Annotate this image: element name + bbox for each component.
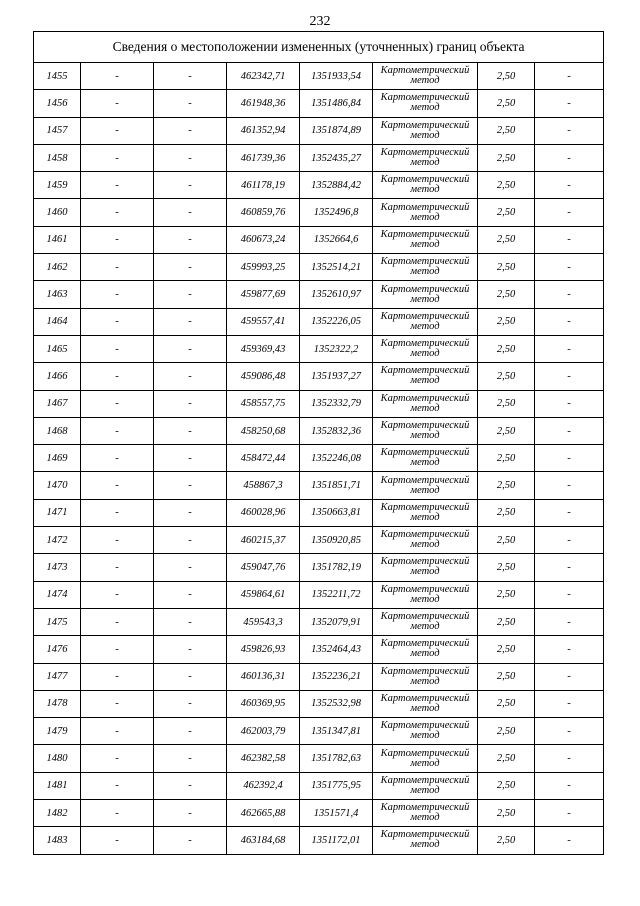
y-coordinate-cell: 1352236,21 bbox=[300, 663, 373, 690]
empty-value-cell: - bbox=[81, 772, 154, 799]
table-row bbox=[34, 581, 604, 608]
empty-value-cell: - bbox=[81, 308, 154, 335]
y-coordinate-cell: 1352435,27 bbox=[300, 144, 373, 171]
x-coordinate-cell: 461948,36 bbox=[227, 90, 300, 117]
empty-value-cell: - bbox=[535, 172, 604, 199]
y-coordinate-cell: 1351775,95 bbox=[300, 772, 373, 799]
x-coordinate-cell: 459557,41 bbox=[227, 308, 300, 335]
empty-value-cell: - bbox=[535, 581, 604, 608]
empty-value-cell: - bbox=[535, 718, 604, 745]
point-number-cell: 1462 bbox=[34, 254, 81, 281]
x-coordinate-cell: 460673,24 bbox=[227, 226, 300, 253]
y-coordinate-cell: 1352884,42 bbox=[300, 172, 373, 199]
empty-value-cell: - bbox=[81, 335, 154, 362]
method-cell: Картометрический метод bbox=[373, 363, 478, 390]
y-coordinate-cell: 1352322,2 bbox=[300, 335, 373, 362]
x-coordinate-cell: 458867,3 bbox=[227, 472, 300, 499]
empty-value-cell: - bbox=[81, 172, 154, 199]
method-cell: Картометрический метод bbox=[373, 499, 478, 526]
empty-value-cell: - bbox=[154, 581, 227, 608]
precision-cell: 2,50 bbox=[478, 226, 535, 253]
precision-cell: 2,50 bbox=[478, 417, 535, 444]
point-number-cell: 1455 bbox=[34, 63, 81, 90]
table-row bbox=[34, 445, 604, 472]
precision-cell: 2,50 bbox=[478, 636, 535, 663]
precision-cell: 2,50 bbox=[478, 745, 535, 772]
y-coordinate-cell: 1352610,97 bbox=[300, 281, 373, 308]
precision-cell: 2,50 bbox=[478, 390, 535, 417]
empty-value-cell: - bbox=[81, 281, 154, 308]
empty-value-cell: - bbox=[81, 63, 154, 90]
y-coordinate-cell: 1351782,63 bbox=[300, 745, 373, 772]
empty-value-cell: - bbox=[81, 636, 154, 663]
point-number-cell: 1458 bbox=[34, 144, 81, 171]
y-coordinate-cell: 1352514,21 bbox=[300, 254, 373, 281]
table-row bbox=[34, 636, 604, 663]
point-number-cell: 1470 bbox=[34, 472, 81, 499]
y-coordinate-cell: 1352211,72 bbox=[300, 581, 373, 608]
table-title-row bbox=[34, 32, 604, 63]
method-cell: Картометрический метод bbox=[373, 417, 478, 444]
x-coordinate-cell: 459993,25 bbox=[227, 254, 300, 281]
empty-value-cell: - bbox=[535, 499, 604, 526]
empty-value-cell: - bbox=[81, 445, 154, 472]
method-cell: Картометрический метод bbox=[373, 117, 478, 144]
method-cell: Картометрический метод bbox=[373, 581, 478, 608]
precision-cell: 2,50 bbox=[478, 335, 535, 362]
table-row bbox=[34, 144, 604, 171]
point-number-cell: 1464 bbox=[34, 308, 81, 335]
x-coordinate-cell: 460369,95 bbox=[227, 690, 300, 717]
method-cell: Картометрический метод bbox=[373, 390, 478, 417]
empty-value-cell: - bbox=[81, 527, 154, 554]
table-row bbox=[34, 117, 604, 144]
precision-cell: 2,50 bbox=[478, 472, 535, 499]
empty-value-cell: - bbox=[535, 363, 604, 390]
point-number-cell: 1467 bbox=[34, 390, 81, 417]
precision-cell: 2,50 bbox=[478, 581, 535, 608]
empty-value-cell: - bbox=[535, 281, 604, 308]
point-number-cell: 1475 bbox=[34, 608, 81, 635]
method-cell: Картометрический метод bbox=[373, 90, 478, 117]
y-coordinate-cell: 1351933,54 bbox=[300, 63, 373, 90]
empty-value-cell: - bbox=[154, 499, 227, 526]
empty-value-cell: - bbox=[535, 636, 604, 663]
point-number-cell: 1483 bbox=[34, 827, 81, 854]
precision-cell: 2,50 bbox=[478, 254, 535, 281]
empty-value-cell: - bbox=[535, 445, 604, 472]
empty-value-cell: - bbox=[154, 608, 227, 635]
method-cell: Картометрический метод bbox=[373, 172, 478, 199]
point-number-cell: 1465 bbox=[34, 335, 81, 362]
empty-value-cell: - bbox=[81, 199, 154, 226]
point-number-cell: 1482 bbox=[34, 800, 81, 827]
method-cell: Картометрический метод bbox=[373, 663, 478, 690]
empty-value-cell: - bbox=[154, 800, 227, 827]
empty-value-cell: - bbox=[154, 527, 227, 554]
precision-cell: 2,50 bbox=[478, 772, 535, 799]
precision-cell: 2,50 bbox=[478, 90, 535, 117]
precision-cell: 2,50 bbox=[478, 800, 535, 827]
x-coordinate-cell: 460859,76 bbox=[227, 199, 300, 226]
table-row bbox=[34, 554, 604, 581]
empty-value-cell: - bbox=[154, 199, 227, 226]
empty-value-cell: - bbox=[154, 390, 227, 417]
empty-value-cell: - bbox=[154, 690, 227, 717]
method-cell: Картометрический метод bbox=[373, 718, 478, 745]
empty-value-cell: - bbox=[535, 144, 604, 171]
point-number-cell: 1468 bbox=[34, 417, 81, 444]
precision-cell: 2,50 bbox=[478, 690, 535, 717]
point-number-cell: 1459 bbox=[34, 172, 81, 199]
method-cell: Картометрический метод bbox=[373, 745, 478, 772]
precision-cell: 2,50 bbox=[478, 363, 535, 390]
method-cell: Картометрический метод bbox=[373, 608, 478, 635]
method-cell: Картометрический метод bbox=[373, 472, 478, 499]
x-coordinate-cell: 459826,93 bbox=[227, 636, 300, 663]
x-coordinate-cell: 459877,69 bbox=[227, 281, 300, 308]
empty-value-cell: - bbox=[81, 827, 154, 854]
x-coordinate-cell: 459047,76 bbox=[227, 554, 300, 581]
y-coordinate-cell: 1352496,8 bbox=[300, 199, 373, 226]
x-coordinate-cell: 462665,88 bbox=[227, 800, 300, 827]
y-coordinate-cell: 1352332,79 bbox=[300, 390, 373, 417]
precision-cell: 2,50 bbox=[478, 608, 535, 635]
precision-cell: 2,50 bbox=[478, 172, 535, 199]
empty-value-cell: - bbox=[154, 718, 227, 745]
x-coordinate-cell: 460028,96 bbox=[227, 499, 300, 526]
point-number-cell: 1466 bbox=[34, 363, 81, 390]
y-coordinate-cell: 1351937,27 bbox=[300, 363, 373, 390]
empty-value-cell: - bbox=[154, 335, 227, 362]
method-cell: Картометрический метод bbox=[373, 254, 478, 281]
y-coordinate-cell: 1352226,05 bbox=[300, 308, 373, 335]
table-title: Сведения о местоположении измененных (уточненных) границ объекта bbox=[34, 32, 604, 63]
empty-value-cell: - bbox=[535, 745, 604, 772]
precision-cell: 2,50 bbox=[478, 499, 535, 526]
method-cell: Картометрический метод bbox=[373, 199, 478, 226]
empty-value-cell: - bbox=[154, 745, 227, 772]
empty-value-cell: - bbox=[154, 554, 227, 581]
method-cell: Картометрический метод bbox=[373, 308, 478, 335]
point-number-cell: 1472 bbox=[34, 527, 81, 554]
precision-cell: 2,50 bbox=[478, 445, 535, 472]
empty-value-cell: - bbox=[81, 390, 154, 417]
empty-value-cell: - bbox=[535, 690, 604, 717]
empty-value-cell: - bbox=[81, 554, 154, 581]
y-coordinate-cell: 1352832,36 bbox=[300, 417, 373, 444]
table-row bbox=[34, 363, 604, 390]
empty-value-cell: - bbox=[535, 199, 604, 226]
x-coordinate-cell: 460136,31 bbox=[227, 663, 300, 690]
table-row bbox=[34, 417, 604, 444]
table-row bbox=[34, 254, 604, 281]
page-number: 232 bbox=[309, 14, 331, 29]
precision-cell: 2,50 bbox=[478, 663, 535, 690]
empty-value-cell: - bbox=[154, 144, 227, 171]
table-row bbox=[34, 90, 604, 117]
x-coordinate-cell: 461178,19 bbox=[227, 172, 300, 199]
precision-cell: 2,50 bbox=[478, 117, 535, 144]
point-number-cell: 1477 bbox=[34, 663, 81, 690]
x-coordinate-cell: 461352,94 bbox=[227, 117, 300, 144]
empty-value-cell: - bbox=[154, 308, 227, 335]
method-cell: Картометрический метод bbox=[373, 772, 478, 799]
point-number-cell: 1476 bbox=[34, 636, 81, 663]
empty-value-cell: - bbox=[535, 90, 604, 117]
method-cell: Картометрический метод bbox=[373, 63, 478, 90]
table-row bbox=[34, 335, 604, 362]
empty-value-cell: - bbox=[154, 827, 227, 854]
table-row bbox=[34, 827, 604, 854]
method-cell: Картометрический метод bbox=[373, 800, 478, 827]
method-cell: Картометрический метод bbox=[373, 445, 478, 472]
table-row bbox=[34, 499, 604, 526]
empty-value-cell: - bbox=[535, 772, 604, 799]
precision-cell: 2,50 bbox=[478, 827, 535, 854]
table-row bbox=[34, 172, 604, 199]
precision-cell: 2,50 bbox=[478, 718, 535, 745]
point-number-cell: 1469 bbox=[34, 445, 81, 472]
point-number-cell: 1473 bbox=[34, 554, 81, 581]
point-number-cell: 1457 bbox=[34, 117, 81, 144]
table-row bbox=[34, 663, 604, 690]
empty-value-cell: - bbox=[154, 772, 227, 799]
empty-value-cell: - bbox=[154, 172, 227, 199]
y-coordinate-cell: 1351486,84 bbox=[300, 90, 373, 117]
table-row bbox=[34, 63, 604, 90]
empty-value-cell: - bbox=[81, 254, 154, 281]
empty-value-cell: - bbox=[154, 636, 227, 663]
empty-value-cell: - bbox=[154, 417, 227, 444]
empty-value-cell: - bbox=[81, 663, 154, 690]
y-coordinate-cell: 1351172,01 bbox=[300, 827, 373, 854]
table-row bbox=[34, 718, 604, 745]
empty-value-cell: - bbox=[81, 144, 154, 171]
y-coordinate-cell: 1352464,43 bbox=[300, 636, 373, 663]
point-number-cell: 1461 bbox=[34, 226, 81, 253]
empty-value-cell: - bbox=[81, 690, 154, 717]
empty-value-cell: - bbox=[535, 254, 604, 281]
empty-value-cell: - bbox=[154, 363, 227, 390]
x-coordinate-cell: 459864,61 bbox=[227, 581, 300, 608]
empty-value-cell: - bbox=[81, 117, 154, 144]
y-coordinate-cell: 1352246,08 bbox=[300, 445, 373, 472]
y-coordinate-cell: 1351571,4 bbox=[300, 800, 373, 827]
precision-cell: 2,50 bbox=[478, 308, 535, 335]
precision-cell: 2,50 bbox=[478, 527, 535, 554]
point-number-cell: 1471 bbox=[34, 499, 81, 526]
point-number-cell: 1460 bbox=[34, 199, 81, 226]
point-number-cell: 1478 bbox=[34, 690, 81, 717]
table-row bbox=[34, 745, 604, 772]
point-number-cell: 1474 bbox=[34, 581, 81, 608]
empty-value-cell: - bbox=[154, 472, 227, 499]
empty-value-cell: - bbox=[81, 499, 154, 526]
table-row bbox=[34, 772, 604, 799]
empty-value-cell: - bbox=[81, 718, 154, 745]
y-coordinate-cell: 1352079,91 bbox=[300, 608, 373, 635]
y-coordinate-cell: 1351347,81 bbox=[300, 718, 373, 745]
method-cell: Картометрический метод bbox=[373, 281, 478, 308]
empty-value-cell: - bbox=[81, 90, 154, 117]
empty-value-cell: - bbox=[535, 117, 604, 144]
table-row bbox=[34, 608, 604, 635]
x-coordinate-cell: 463184,68 bbox=[227, 827, 300, 854]
table-row bbox=[34, 226, 604, 253]
x-coordinate-cell: 458557,75 bbox=[227, 390, 300, 417]
empty-value-cell: - bbox=[535, 63, 604, 90]
y-coordinate-cell: 1351782,19 bbox=[300, 554, 373, 581]
empty-value-cell: - bbox=[81, 363, 154, 390]
y-coordinate-cell: 1350920,85 bbox=[300, 527, 373, 554]
empty-value-cell: - bbox=[154, 90, 227, 117]
empty-value-cell: - bbox=[535, 800, 604, 827]
x-coordinate-cell: 459543,3 bbox=[227, 608, 300, 635]
table-row bbox=[34, 281, 604, 308]
empty-value-cell: - bbox=[535, 663, 604, 690]
x-coordinate-cell: 459369,43 bbox=[227, 335, 300, 362]
empty-value-cell: - bbox=[154, 117, 227, 144]
method-cell: Картометрический метод bbox=[373, 690, 478, 717]
point-number-cell: 1456 bbox=[34, 90, 81, 117]
empty-value-cell: - bbox=[535, 226, 604, 253]
empty-value-cell: - bbox=[535, 308, 604, 335]
y-coordinate-cell: 1352664,6 bbox=[300, 226, 373, 253]
x-coordinate-cell: 462003,79 bbox=[227, 718, 300, 745]
table-row bbox=[34, 527, 604, 554]
x-coordinate-cell: 460215,37 bbox=[227, 527, 300, 554]
empty-value-cell: - bbox=[81, 608, 154, 635]
method-cell: Картометрический метод bbox=[373, 527, 478, 554]
empty-value-cell: - bbox=[81, 472, 154, 499]
x-coordinate-cell: 462382,58 bbox=[227, 745, 300, 772]
table-row bbox=[34, 690, 604, 717]
empty-value-cell: - bbox=[535, 417, 604, 444]
table-row bbox=[34, 199, 604, 226]
method-cell: Картометрический метод bbox=[373, 144, 478, 171]
method-cell: Картометрический метод bbox=[373, 226, 478, 253]
empty-value-cell: - bbox=[154, 445, 227, 472]
empty-value-cell: - bbox=[154, 226, 227, 253]
method-cell: Картометрический метод bbox=[373, 554, 478, 581]
empty-value-cell: - bbox=[535, 827, 604, 854]
point-number-cell: 1481 bbox=[34, 772, 81, 799]
empty-value-cell: - bbox=[81, 417, 154, 444]
y-coordinate-cell: 1351874,89 bbox=[300, 117, 373, 144]
method-cell: Картометрический метод bbox=[373, 827, 478, 854]
y-coordinate-cell: 1351851,71 bbox=[300, 472, 373, 499]
empty-value-cell: - bbox=[154, 663, 227, 690]
x-coordinate-cell: 461739,36 bbox=[227, 144, 300, 171]
empty-value-cell: - bbox=[535, 472, 604, 499]
precision-cell: 2,50 bbox=[478, 63, 535, 90]
table-row bbox=[34, 390, 604, 417]
empty-value-cell: - bbox=[81, 226, 154, 253]
x-coordinate-cell: 459086,48 bbox=[227, 363, 300, 390]
y-coordinate-cell: 1350663,81 bbox=[300, 499, 373, 526]
empty-value-cell: - bbox=[154, 281, 227, 308]
empty-value-cell: - bbox=[535, 608, 604, 635]
x-coordinate-cell: 458472,44 bbox=[227, 445, 300, 472]
empty-value-cell: - bbox=[81, 800, 154, 827]
empty-value-cell: - bbox=[535, 527, 604, 554]
x-coordinate-cell: 458250,68 bbox=[227, 417, 300, 444]
boundary-coordinates-table bbox=[33, 31, 604, 855]
table-row bbox=[34, 472, 604, 499]
empty-value-cell: - bbox=[154, 63, 227, 90]
precision-cell: 2,50 bbox=[478, 144, 535, 171]
empty-value-cell: - bbox=[535, 390, 604, 417]
precision-cell: 2,50 bbox=[478, 554, 535, 581]
table-row bbox=[34, 308, 604, 335]
method-cell: Картометрический метод bbox=[373, 335, 478, 362]
point-number-cell: 1463 bbox=[34, 281, 81, 308]
empty-value-cell: - bbox=[81, 745, 154, 772]
x-coordinate-cell: 462342,71 bbox=[227, 63, 300, 90]
point-number-cell: 1479 bbox=[34, 718, 81, 745]
point-number-cell: 1480 bbox=[34, 745, 81, 772]
method-cell: Картометрический метод bbox=[373, 636, 478, 663]
precision-cell: 2,50 bbox=[478, 281, 535, 308]
empty-value-cell: - bbox=[535, 335, 604, 362]
x-coordinate-cell: 462392,4 bbox=[227, 772, 300, 799]
y-coordinate-cell: 1352532,98 bbox=[300, 690, 373, 717]
precision-cell: 2,50 bbox=[478, 199, 535, 226]
empty-value-cell: - bbox=[154, 254, 227, 281]
table-row bbox=[34, 800, 604, 827]
empty-value-cell: - bbox=[81, 581, 154, 608]
empty-value-cell: - bbox=[535, 554, 604, 581]
